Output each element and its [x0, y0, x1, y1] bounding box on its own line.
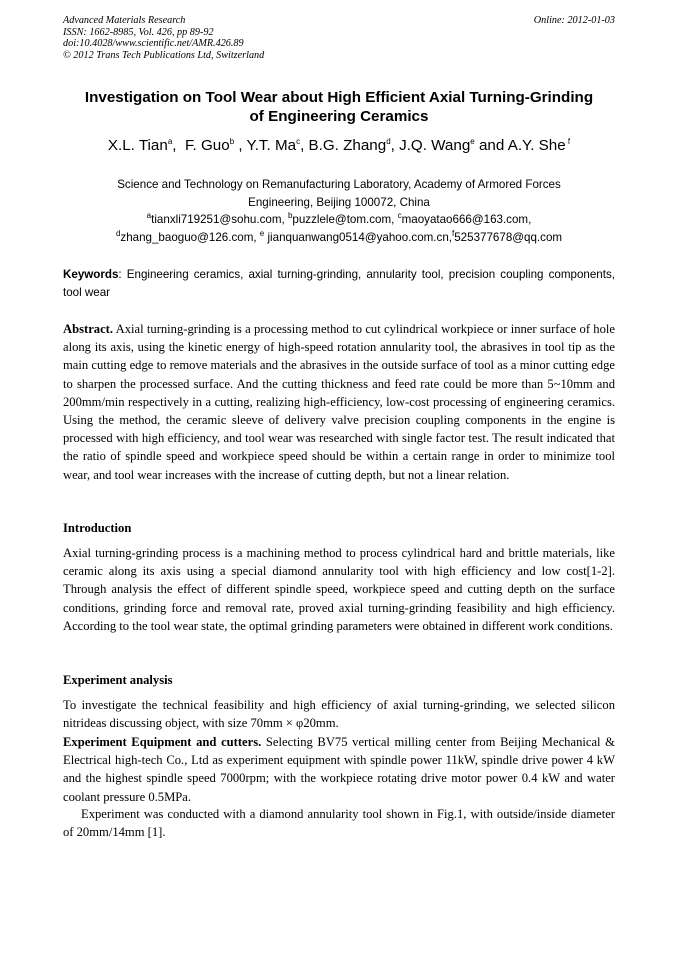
abstract-text: Axial turning-grinding is a processing method to cut cylindrical workpiece or inner surface of hole along its axis, using the kinetic energy of high-speed rotation annularity tool, the abrasives in tool tip as the main cutting edge to remove materials and the abrasives in the outside surface of tool as a minor cutting edge to sharpen the processed surface. And the cutting thickness and feed rate could be more than 5~10mm and 200mm/min respectively in a cutting, realizing high-efficiency, low-cost processing of engineering ceramics. Using the method, the ceramic sleeve of delivery valve precision coupling components in the engine is processed with high efficiency, and tool wear was researched with single factor test. The result indicated that the ratio of spindle speed and workpiece speed should be within a certain range in order to minimize tool wear, and tool wear increases with the increase of cutting depth, but not a linear relation. [63, 322, 615, 482]
introduction-heading: Introduction [63, 521, 132, 535]
equipment-text: Selecting BV75 vertical milling center from Beijing Mechanical & Electrical high-tech Co., Ltd as experiment equipment with spindle power 11kW, spindle drive power 4 kW and the highest spindle speed 7000rpm; with the workpiece rotating drive motor power 0.4 kW and water coolant pressure 0.5MPa. [63, 735, 615, 804]
author-list [40, 136, 638, 156]
journal-doi: doi:10.4028/www.scientific.net/AMR.426.89 [63, 38, 244, 49]
author-affil-mark: c [296, 136, 301, 146]
email-mark: f [452, 228, 455, 238]
equipment-label: Experiment Equipment and cutters. [63, 735, 262, 749]
experiment-intro-paragraph: To investigate the technical feasibility and high efficiency of axial turning-grinding, we selected silicon nitrideas discussing object, with size 70mm × φ20mm. [63, 698, 615, 731]
email-address: 525377678@qq.com [454, 230, 563, 244]
keywords-label: Keywords [63, 268, 119, 281]
author-name: B.G. Zhang [308, 137, 387, 154]
email-line-2 [40, 229, 638, 247]
author-name: J.Q. Wang [399, 137, 471, 154]
author-separator: , [300, 137, 309, 154]
affiliation-line-2: Engineering, Beijing 100072, China [248, 195, 430, 209]
introduction-paragraph: Axial turning-grinding process is a machining method to process cylindrical hard and brittle materials, like ceramic along its axis using a special diamond annularity tool with high efficiency and low cost[1-2]. Through analysis the effect of different spindle speed, workpiece speed and cutting depth on the surface conditions, grinding force and removal rate, proved axial turning-grinding feasibility and high efficiency. According to the tool wear state, the optimal grinding parameters were obtained in different work conditions. [63, 546, 615, 633]
abstract-label: Abstract. [63, 322, 114, 336]
author-separator: , [234, 137, 247, 154]
equipment-paragraph [63, 733, 615, 806]
author-name: F. Guo [184, 137, 230, 154]
email-address: tianxli719251@sohu.com, [151, 213, 288, 226]
email-mark: c [397, 211, 402, 221]
email-address: zhang_baoguo@126.com, [120, 230, 260, 244]
paper-title [40, 88, 638, 126]
journal-name: Advanced Materials Research [63, 15, 186, 26]
journal-header [63, 15, 264, 61]
email-line-1 [40, 211, 638, 229]
abstract-paragraph [63, 320, 615, 484]
email-mark: d [115, 228, 121, 238]
email-mark: a [146, 211, 152, 221]
affiliation-block [40, 176, 638, 246]
keywords-paragraph [63, 266, 615, 301]
author-affil-mark: a [167, 136, 173, 146]
journal-issn: ISSN: 1662-8985, Vol. 426, pp 89-92 [63, 26, 214, 38]
online-date: Online: 2012-01-03 [533, 15, 615, 26]
email-mark: b [287, 211, 293, 221]
author-affil-mark: f [565, 136, 571, 146]
email-address: puzzlele@tom.com, [292, 213, 398, 226]
author-name: Y.T. Ma [246, 137, 297, 154]
author-name: A.Y. She [507, 137, 566, 154]
title-line-1: Investigation on Tool Wear about High Efficient Axial Turning-Grinding [84, 89, 594, 106]
author-affil-mark: d [386, 136, 391, 146]
author-separator: , [390, 137, 400, 154]
author-affil-mark: e [470, 136, 475, 146]
author-separator: and [474, 137, 508, 154]
author-separator: , [172, 137, 185, 154]
experiment-heading: Experiment analysis [63, 673, 173, 687]
title-line-2: of Engineering Ceramics [249, 108, 429, 125]
email-mark: e [259, 228, 265, 238]
journal-copyright: © 2012 Trans Tech Publications Ltd, Switzerland [63, 49, 265, 61]
email-address: maoyatao666@163.com, [401, 213, 532, 226]
email-address: jianquanwang0514@yahoo.com.cn, [264, 230, 452, 244]
tool-paragraph: Experiment was conducted with a diamond annularity tool shown in Fig.1, with outside/inside diameter of 20mm/14mm [1]. [63, 807, 615, 840]
keywords-text: : Engineering ceramics, axial turning-grinding, annularity tool, precision coupling components, tool wear [63, 268, 615, 299]
author-name: X.L. Tian [107, 137, 168, 154]
author-affil-mark: b [229, 136, 235, 146]
affiliation-line-1: Science and Technology on Remanufacturing Laboratory, Academy of Armored Forces [117, 178, 561, 191]
